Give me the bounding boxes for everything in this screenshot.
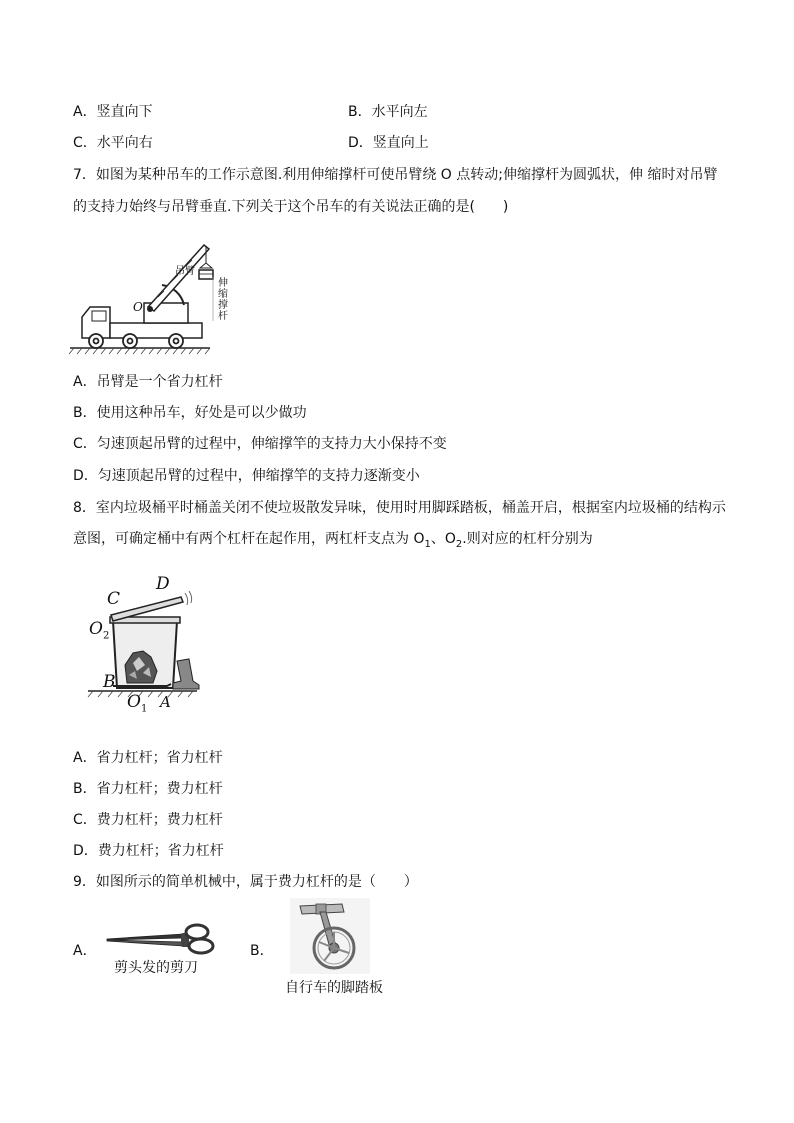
bicycle-pedal-icon	[290, 898, 370, 974]
trash-label-c: C	[107, 589, 121, 609]
crane-arm-label: 吊臂	[175, 266, 195, 277]
q6-option-c: C．水平向右	[73, 135, 153, 151]
trash-label-b: B	[103, 672, 116, 692]
q7-option-d: D．匀速顶起吊臂的过程中，伸缩撑竿的支持力逐渐变小	[73, 468, 420, 484]
foot-shoe	[173, 659, 199, 689]
q8-stem-line2: 意图，可确定桶中有两个杠杆在起作用，两杠杆支点为 $O_1$、$O_2$.则对应的杠杆分别为	[73, 531, 593, 550]
q6-option-a: A．竖直向下	[73, 104, 153, 120]
q8-option-c: C．费力杠杆；费力杠杆	[73, 812, 223, 828]
q6-option-b: B．水平向左	[348, 104, 428, 120]
pivot-point	[147, 306, 153, 312]
q9-option-b-caption: 自行车的脚踏板	[285, 980, 383, 996]
scissors-icon	[105, 920, 220, 956]
crane-load	[199, 270, 213, 279]
q8-option-d: D．费力杠杆；省力杠杆	[73, 843, 224, 859]
trash-label-a: A	[160, 693, 171, 711]
trash-label-o2: $O_2$	[89, 619, 110, 642]
q9-option-b-letter: B．	[250, 943, 274, 959]
q9-stem: 9．如图所示的简单机械中，属于费力杠杆的是（ ）	[73, 874, 418, 890]
ground-hatch	[69, 348, 210, 354]
trash-label-d: D	[156, 574, 170, 594]
trash-label-o1: $O_1$	[127, 692, 148, 715]
q7-option-a: A．吊臂是一个省力杠杆	[73, 374, 223, 390]
truck-bed	[110, 323, 202, 338]
q7-stem-line2: 的支持力始终与吊臂垂直.下列关于这个吊车的有关说法正确的是( )	[73, 199, 509, 215]
q8-option-b: B．省力杠杆；费力杠杆	[73, 781, 223, 797]
crane-pivot-label: O	[133, 300, 143, 314]
q6-option-d: D．竖直向上	[348, 135, 429, 151]
q7-stem-line1: 7．如图为某种吊车的工作示意图.利用伸缩撑杆可使吊臂绕 O 点转动;伸缩撑杆为圆弧状，伸 缩时对吊臂	[73, 167, 718, 183]
q8-stem-line1: 8．室内垃圾桶平时桶盖关闭不使垃圾散发异味，使用时用脚踩踏板，桶盖开启，根据室内垃圾桶的结构示	[73, 500, 726, 516]
q8-option-a: A．省力杠杆；省力杠杆	[73, 750, 223, 766]
q9-option-a-letter: A．	[73, 943, 97, 959]
crane-figure	[68, 235, 228, 360]
cab-window	[92, 311, 106, 321]
q7-option-b: B．使用这种吊车，好处是可以少做功	[73, 405, 307, 421]
q9-option-a-caption: 剪头发的剪刀	[114, 960, 198, 976]
q7-option-c: C．匀速顶起吊臂的过程中，伸缩撑竿的支持力大小保持不变	[73, 436, 447, 452]
crane-rod-label: 伸缩撑杆	[218, 278, 228, 322]
